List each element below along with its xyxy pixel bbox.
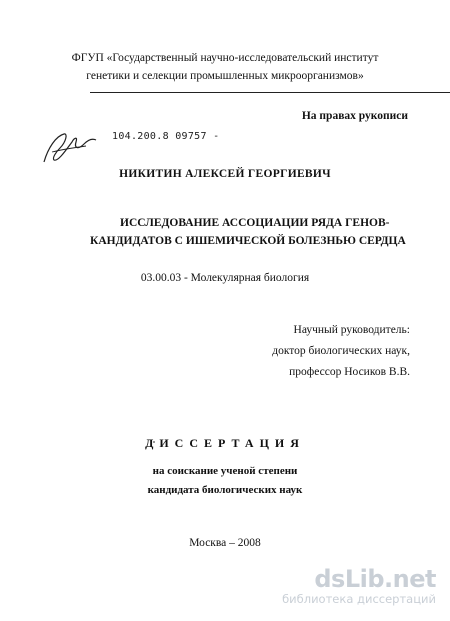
city-year: Москва – 2008 [189,537,261,549]
watermark [282,566,436,606]
degree-line-1: на соискание ученой степени [152,465,298,477]
supervisor-label: Научный руководитель: [293,324,410,336]
institution-line-2: генетики и селекции промышленных микроорганизмов» [86,70,364,82]
watermark-logo: dsLib.net [314,565,436,593]
watermark-tagline: библиотека диссертаций [282,592,436,606]
institution-line-1: ФГУП «Государственный научно-исследовательский институт [71,52,379,64]
degree-block [0,462,450,500]
rights-note: На правах рукописи [301,110,408,122]
thesis-title-line-1: ИССЛЕДОВАНИЕ АССОЦИАЦИИ РЯДА ГЕНОВ- [120,217,390,229]
author-name: НИКИТИН АЛЕКСЕЙ ГЕОРГИЕВИЧ [119,168,331,180]
supervisor-degree: доктор биологических наук, [272,345,410,357]
thesis-title-line-2: КАНДИДАТОВ С ИШЕМИЧЕСКОЙ БОЛЕЗНЬЮ СЕРДЦА [90,235,406,247]
header-divider [90,92,450,93]
archive-stamp: 104.200.8 09757 - [112,131,220,142]
supervisor-block [272,320,410,383]
specialty-code: 03.00.03 - Молекулярная биология [140,272,310,284]
supervisor-name: профессор Носиков В.В. [289,366,410,378]
signature-icon [38,128,102,168]
thesis-title [90,214,406,250]
document-type-heading: ДИССЕРТАЦИЯ [145,436,305,450]
degree-line-2: кандидата биологических наук [147,484,303,496]
